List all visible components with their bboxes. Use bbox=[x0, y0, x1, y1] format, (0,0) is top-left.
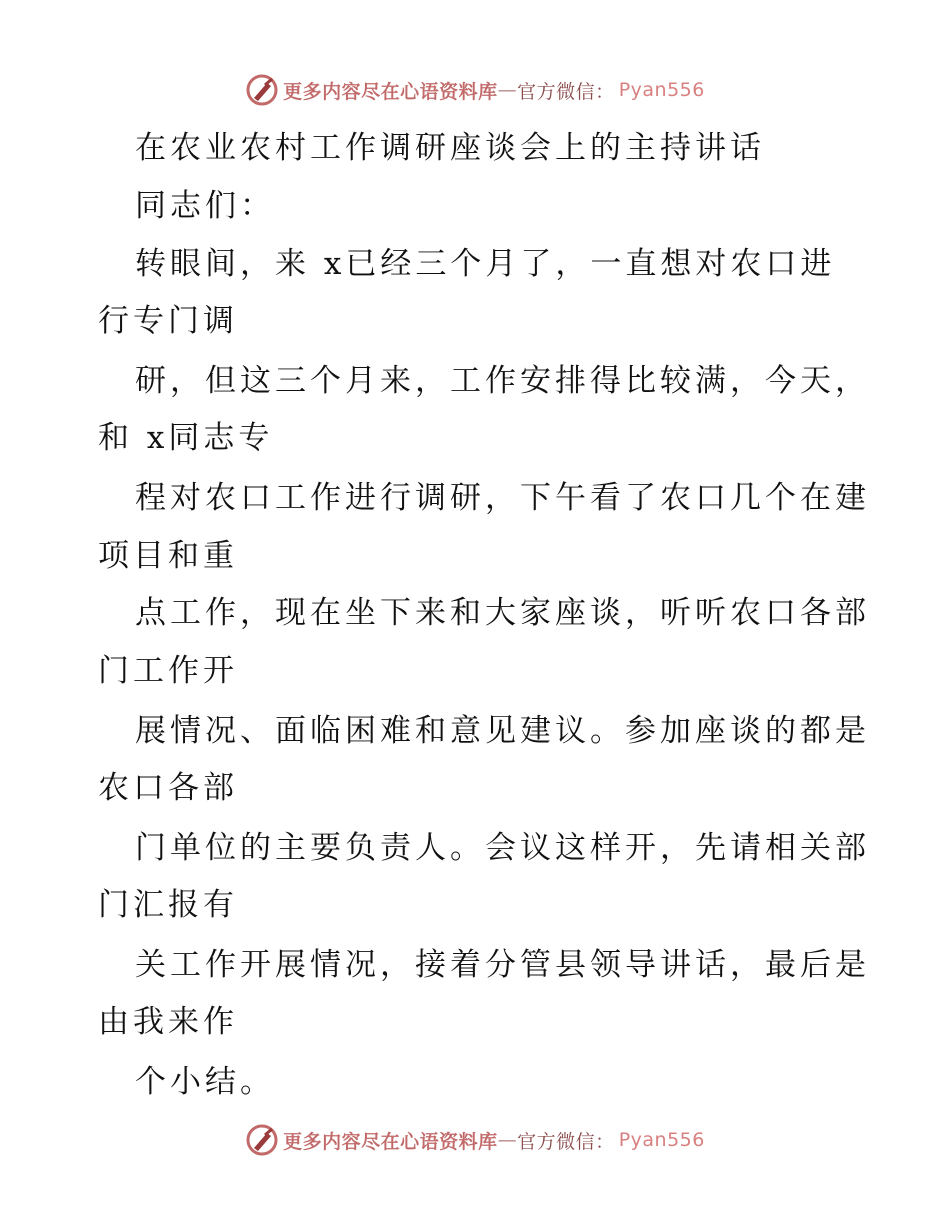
body-line: 展情况、面临困难和意见建议。参加座谈的都是 bbox=[135, 713, 870, 749]
pen-logo-icon bbox=[245, 1123, 279, 1157]
watermark-sub-text: 官方微信： bbox=[517, 1130, 615, 1153]
body-line: 门工作开 bbox=[98, 653, 238, 689]
watermark-id: Pyan556 bbox=[618, 1129, 705, 1151]
watermark-main-text: 更多内容尽在心语资料库 bbox=[283, 80, 498, 103]
body-line: 门单位的主要负责人。会议这样开，先请相关部 bbox=[135, 830, 870, 866]
body-line: 和 x同志专 bbox=[98, 420, 274, 456]
body-line: 转眼间，来 x已经三个月了，一直想对农口进 bbox=[135, 246, 836, 282]
footer-watermark bbox=[0, 1120, 950, 1160]
header-watermark bbox=[0, 70, 950, 110]
body-line: 个小结。 bbox=[135, 1064, 275, 1100]
watermark-dash: — bbox=[497, 79, 518, 101]
salutation: 同志们： bbox=[135, 188, 275, 224]
body-line: 点工作，现在坐下来和大家座谈，听听农口各部 bbox=[135, 595, 870, 631]
watermark-dash: — bbox=[497, 1129, 518, 1151]
body-line: 门汇报有 bbox=[98, 887, 238, 923]
body-line: 程对农口工作进行调研，下午看了农口几个在建 bbox=[135, 480, 870, 516]
body-line: 行专门调 bbox=[98, 303, 238, 339]
document-title: 在农业农村工作调研座谈会上的主持讲话 bbox=[135, 130, 765, 166]
watermark-sub-text: 官方微信： bbox=[517, 80, 615, 103]
body-line: 研，但这三个月来，工作安排得比较满，今天， bbox=[135, 363, 870, 399]
watermark-main-text: 更多内容尽在心语资料库 bbox=[283, 1130, 498, 1153]
body-line: 由我来作 bbox=[98, 1004, 238, 1040]
body-line: 关工作开展情况，接着分管县领导讲话，最后是 bbox=[135, 947, 870, 983]
body-line: 项目和重 bbox=[98, 538, 238, 574]
pen-logo-icon bbox=[245, 73, 279, 107]
watermark-id: Pyan556 bbox=[618, 79, 705, 101]
body-line: 农口各部 bbox=[98, 770, 238, 806]
